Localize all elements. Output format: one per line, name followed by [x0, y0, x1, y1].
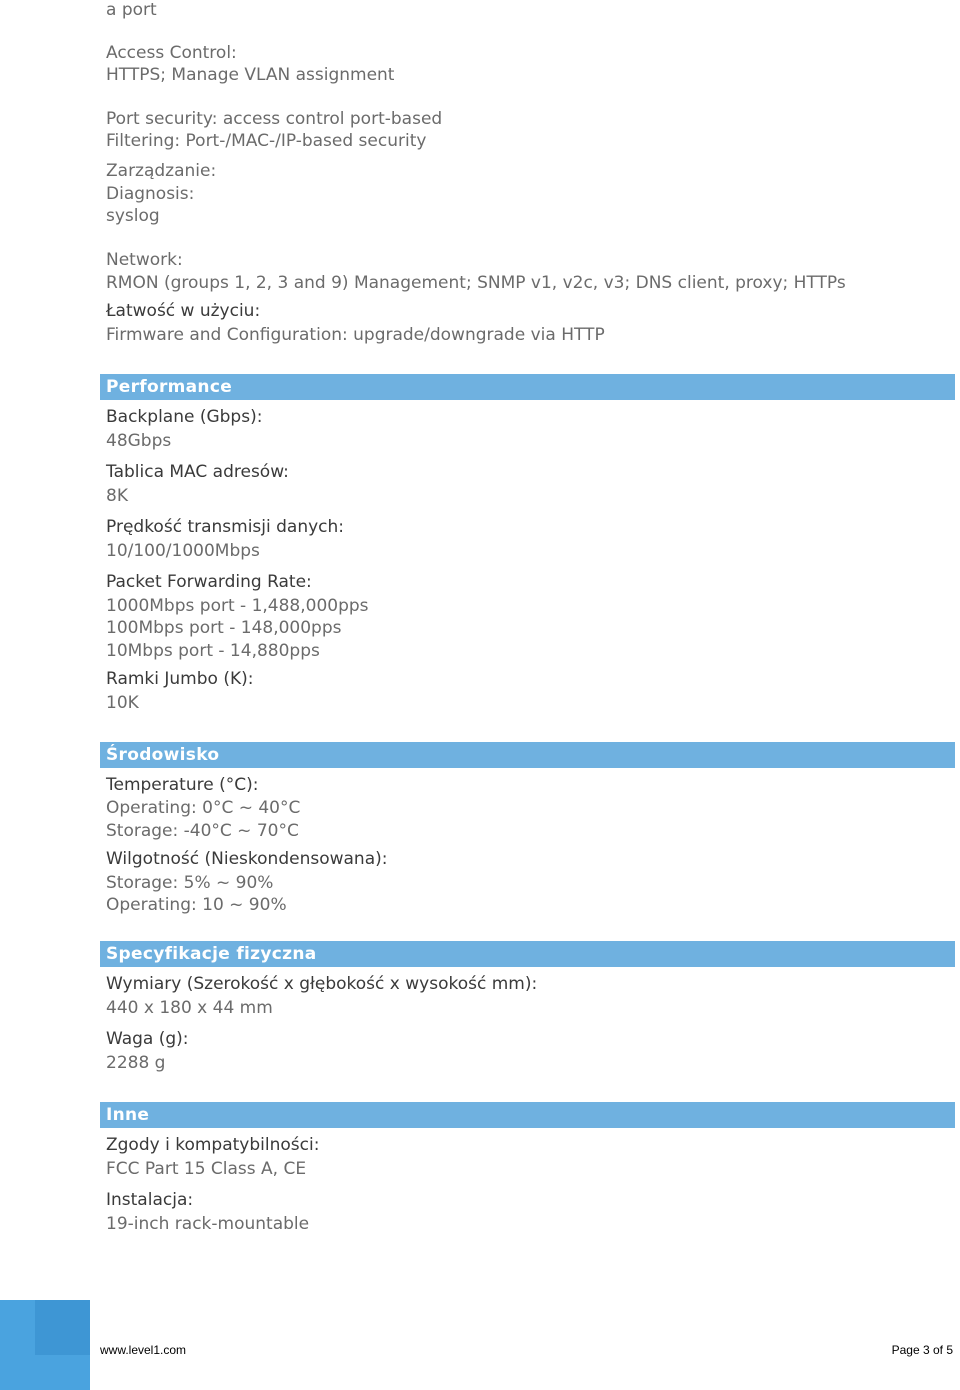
- ease-of-use-label: Łatwość w użyciu:: [106, 301, 261, 321]
- temperature-label: Temperature (°C):: [106, 775, 259, 795]
- installation-value: 19-inch rack-mountable: [106, 1214, 310, 1234]
- network-label: Network:: [106, 250, 183, 270]
- packet-forwarding-100: 100Mbps port - 148,000pps: [106, 618, 342, 638]
- packet-forwarding-label: Packet Forwarding Rate:: [106, 572, 312, 592]
- brand-logo-inner-block: [35, 1300, 90, 1355]
- jumbo-frames-label: Ramki Jumbo (K):: [106, 669, 254, 689]
- dimensions-label: Wymiary (Szerokość x głębokość x wysokość mm):: [106, 974, 538, 994]
- port-security-text: Port security: access control port-based: [106, 109, 443, 129]
- mac-table-label: Tablica MAC adresów:: [106, 462, 289, 482]
- compliance-label: Zgody i kompatybilności:: [106, 1135, 320, 1155]
- mac-table-value: 8K: [106, 486, 128, 506]
- transfer-speed-value: 10/100/1000Mbps: [106, 541, 260, 561]
- ease-of-use-value: Firmware and Configuration: upgrade/downgrade via HTTP: [106, 325, 605, 345]
- backplane-label: Backplane (Gbps):: [106, 407, 263, 427]
- footer-website-link[interactable]: www.level1.com: [100, 1343, 187, 1357]
- management-heading: Zarządzanie:: [106, 161, 217, 181]
- performance-section-header: Performance: [100, 374, 955, 400]
- diagnosis-value: syslog: [106, 206, 160, 226]
- weight-value: 2288 g: [106, 1053, 166, 1073]
- humidity-label: Wilgotność (Nieskondensowana):: [106, 849, 388, 869]
- packet-forwarding-10: 10Mbps port - 14,880pps: [106, 641, 320, 661]
- footer-page-number: Page 3 of 5: [891, 1343, 953, 1357]
- backplane-value: 48Gbps: [106, 431, 172, 451]
- temperature-storage: Storage: -40°C ~ 70°C: [106, 821, 299, 841]
- other-section-header: Inne: [100, 1102, 955, 1128]
- packet-forwarding-1000: 1000Mbps port - 1,488,000pps: [106, 596, 369, 616]
- diagnosis-label: Diagnosis:: [106, 184, 195, 204]
- temperature-operating: Operating: 0°C ~ 40°C: [106, 798, 301, 818]
- humidity-operating: Operating: 10 ~ 90%: [106, 895, 287, 915]
- port-tail-text: a port: [106, 0, 157, 20]
- network-value: RMON (groups 1, 2, 3 and 9) Management; SNMP v1, v2c, v3; DNS client, proxy; HTTPs: [106, 273, 846, 293]
- filtering-text: Filtering: Port-/MAC-/IP-based security: [106, 131, 427, 151]
- access-control-label: Access Control:: [106, 43, 237, 63]
- humidity-storage: Storage: 5% ~ 90%: [106, 873, 274, 893]
- compliance-value: FCC Part 15 Class A, CE: [106, 1159, 307, 1179]
- access-control-value: HTTPS; Manage VLAN assignment: [106, 65, 395, 85]
- transfer-speed-label: Prędkość transmisji danych:: [106, 517, 345, 537]
- weight-label: Waga (g):: [106, 1029, 189, 1049]
- environment-section-header: Środowisko: [100, 742, 955, 768]
- physical-section-header: Specyfikacje fizyczna: [100, 941, 955, 967]
- dimensions-value: 440 x 180 x 44 mm: [106, 998, 273, 1018]
- jumbo-frames-value: 10K: [106, 693, 139, 713]
- installation-label: Instalacja:: [106, 1190, 194, 1210]
